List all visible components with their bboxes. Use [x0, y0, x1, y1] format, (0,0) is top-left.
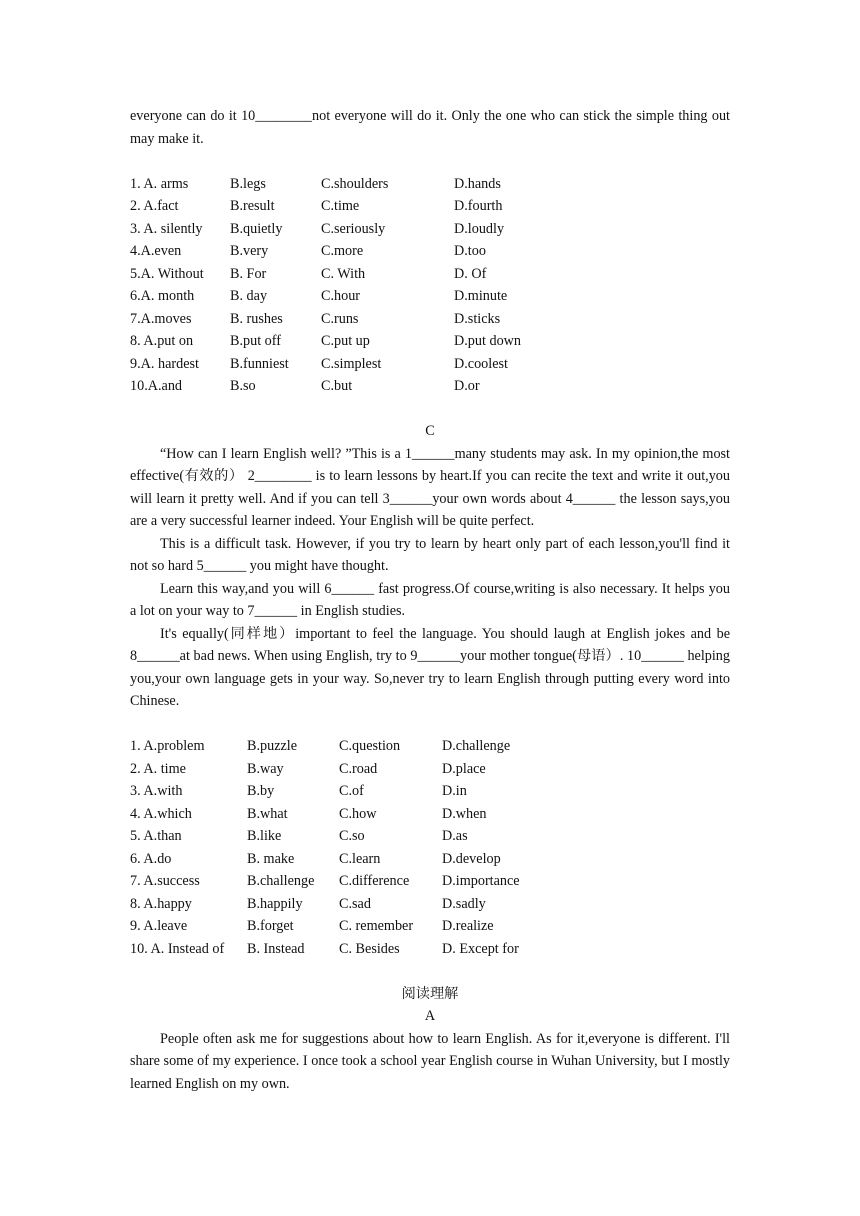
- option-c: C.road: [339, 760, 378, 777]
- spacer: [130, 150, 730, 173]
- option-row: [130, 915, 730, 938]
- option-c: C.simplest: [321, 355, 382, 372]
- option-c: C.sad: [339, 895, 371, 912]
- option-d: D.loudly: [454, 220, 505, 237]
- option-d: D.coolest: [454, 355, 508, 372]
- option-c: C.seriously: [321, 220, 386, 237]
- option-row: [130, 263, 730, 286]
- option-row: [130, 870, 730, 893]
- option-b: B. day: [230, 288, 268, 304]
- document-page: [130, 105, 730, 1095]
- option-a: 5. A.than: [130, 828, 182, 844]
- option-a: 1. A.problem: [130, 738, 205, 754]
- option-a: 10.A.and: [130, 378, 183, 394]
- option-d: D.put down: [454, 333, 521, 349]
- option-a: 7. A.success: [130, 873, 200, 889]
- option-c: C. remember: [339, 918, 414, 934]
- option-row: [130, 758, 730, 781]
- option-a: 9. A.leave: [130, 918, 188, 934]
- option-c: C.of: [339, 783, 364, 799]
- option-row: [130, 240, 730, 263]
- option-d: D.realize: [442, 918, 494, 934]
- section-c-title: C: [425, 423, 435, 439]
- option-a: 5.A. Without: [130, 265, 204, 282]
- option-d: D. Of: [454, 265, 487, 282]
- option-row: [130, 330, 730, 353]
- option-d: D.in: [442, 783, 467, 799]
- section-c-paragraph: “How can I learn English well? ”This is a 1______many students may ask. In my opinion,the most effective(有效的） 2________ is to learn lessons by heart.If you can recite the text and write it out,you will learn it pretty well. And if you can tell 3______your own words about 4______ the lesson says,you are a very successful learner indeed. Your English will be quite perfect.: [130, 445, 730, 529]
- option-a: 2. A.fact: [130, 198, 179, 214]
- option-a: 4. A.which: [130, 805, 192, 822]
- option-c: C.how: [339, 805, 377, 822]
- option-d: D.sticks: [454, 310, 501, 327]
- option-b: B.funniest: [230, 355, 289, 372]
- option-row: [130, 308, 730, 331]
- option-a: 1. A. arms: [130, 175, 189, 192]
- option-row: [130, 195, 730, 218]
- option-d: D.as: [442, 828, 468, 844]
- option-row: [130, 285, 730, 308]
- option-b: B.what: [247, 805, 288, 822]
- option-d: D.sadly: [442, 895, 486, 912]
- option-b: B.quietly: [230, 220, 283, 237]
- option-a: 9.A. hardest: [130, 355, 199, 372]
- option-b: B.like: [247, 828, 282, 844]
- option-d: D.when: [442, 805, 487, 822]
- option-row: [130, 938, 730, 961]
- option-a: 8. A.happy: [130, 895, 192, 912]
- option-b: B.by: [247, 783, 275, 799]
- option-a: 3. A.with: [130, 783, 183, 799]
- option-c: C.but: [321, 378, 353, 394]
- option-b: B.legs: [230, 175, 266, 192]
- option-b: B. make: [247, 850, 295, 867]
- option-a: 6. A.do: [130, 850, 172, 867]
- option-c: C.question: [339, 738, 401, 754]
- option-d: D.fourth: [454, 198, 503, 214]
- option-row: [130, 375, 730, 398]
- option-d: D.or: [454, 378, 480, 394]
- option-c: C.learn: [339, 850, 381, 867]
- section-c-paragraph: This is a difficult task. However, if you try to learn by heart only part of each lesson,you'll find it not so hard 5______ you might have thought.: [130, 535, 730, 574]
- option-a: 8. A.put on: [130, 333, 194, 349]
- option-d: D.place: [442, 760, 486, 777]
- option-b: B.way: [247, 760, 284, 777]
- reading-a-title: A: [424, 1008, 436, 1024]
- reading-heading: 阅读理解: [401, 985, 459, 1002]
- option-b: B.put off: [230, 333, 281, 349]
- option-row: [130, 893, 730, 916]
- option-b: B.result: [230, 198, 275, 214]
- option-row: [130, 848, 730, 871]
- option-a: 6.A. month: [130, 288, 195, 304]
- option-c: C. Besides: [339, 940, 400, 957]
- option-c: C. With: [321, 265, 366, 282]
- option-c: C.difference: [339, 873, 410, 889]
- option-a: 3. A. silently: [130, 220, 203, 237]
- option-row: [130, 825, 730, 848]
- option-b: B.so: [230, 378, 256, 394]
- option-row: [130, 803, 730, 826]
- option-b: B.very: [230, 243, 269, 259]
- option-a: 7.A.moves: [130, 310, 192, 327]
- option-row: [130, 780, 730, 803]
- option-c: C.runs: [321, 310, 359, 327]
- option-d: D.hands: [454, 175, 501, 192]
- option-b: B.challenge: [247, 873, 315, 889]
- option-b: B. Instead: [247, 940, 305, 957]
- option-d: D.minute: [454, 288, 508, 304]
- reading-a-paragraph: People often ask me for suggestions about how to learn English. As for it,everyone is different. I'll share some of my experience. I once took a school year English course in Wuhan University, but I mostly learned English on my own.: [130, 1030, 730, 1092]
- spacer: [130, 713, 730, 736]
- option-row: [130, 173, 730, 196]
- section-c-options: [130, 735, 730, 960]
- option-d: D.develop: [442, 850, 501, 867]
- option-d: D. Except for: [442, 940, 519, 957]
- option-d: D.challenge: [442, 738, 511, 754]
- option-c: C.more: [321, 243, 364, 259]
- option-c: C.put up: [321, 333, 370, 349]
- option-row: [130, 218, 730, 241]
- option-row: [130, 735, 730, 758]
- section-c-paragraph: Learn this way,and you will 6______ fast progress.Of course,writing is also necessary. It helps you a lot on your way to 7______ in English studies.: [130, 580, 730, 619]
- option-c: C.so: [339, 828, 365, 844]
- spacer: [130, 398, 730, 421]
- option-b: B. rushes: [230, 310, 283, 327]
- option-b: B.puzzle: [247, 738, 298, 754]
- option-row: [130, 353, 730, 376]
- section-c-paragraph: It's equally(同样地）important to feel the language. You should laugh at English jokes and be 8______at bad news. When using English, try to 9______your mother tongue(母语）. 10______ helping you,your own language gets in your way. So,never try to learn English through putting every word into Chinese.: [130, 625, 730, 709]
- option-c: C.shoulders: [321, 175, 389, 192]
- option-d: D.importance: [442, 873, 520, 889]
- section-b-tail: everyone can do it 10________not everyone will do it. Only the one who can stick the simple thing out may make it.: [130, 108, 730, 147]
- spacer: [130, 960, 730, 983]
- option-a: 4.A.even: [130, 243, 182, 259]
- option-b: B.forget: [247, 918, 294, 934]
- option-a: 10. A. Instead of: [130, 940, 225, 957]
- option-c: C.hour: [321, 288, 361, 304]
- option-a: 2. A. time: [130, 760, 186, 777]
- option-c: C.time: [321, 198, 360, 214]
- option-b: B. For: [230, 265, 267, 282]
- option-d: D.too: [454, 243, 486, 259]
- option-b: B.happily: [247, 895, 303, 912]
- section-b-options: [130, 173, 730, 398]
